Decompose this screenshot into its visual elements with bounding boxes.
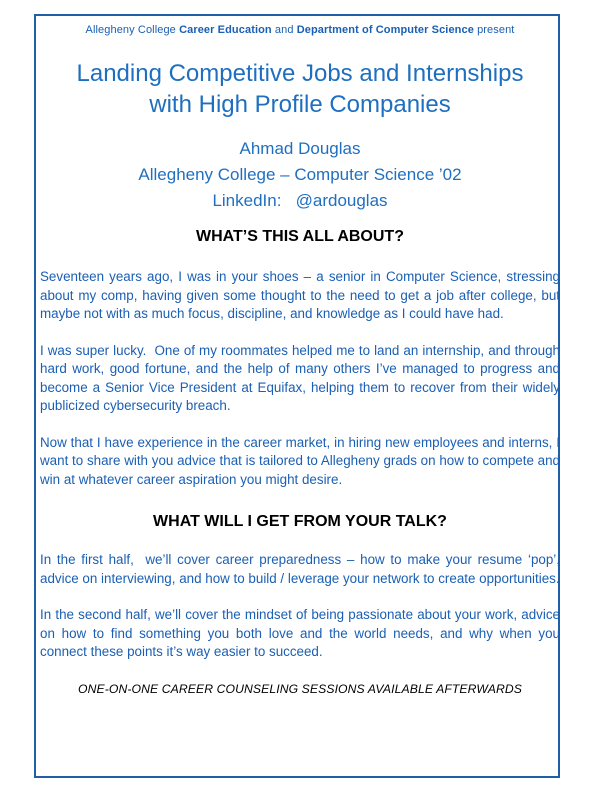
section-heading-talk: WHAT WILL I GET FROM YOUR TALK? <box>153 513 447 530</box>
paragraph-first-half: In the first half, we’ll cover career preparedness – how to make your resume ‘pop’, advice on interviewing, and how to build / leverage your network to create opportunities. <box>40 552 560 586</box>
intro-text: Allegheny College <box>85 24 180 36</box>
title-line-1: Landing Competitive Jobs and Internships <box>76 60 524 87</box>
flyer <box>40 24 560 696</box>
intro-text: and <box>271 24 297 36</box>
speaker-name: Ahmad Douglas <box>239 139 361 158</box>
speaker-linkedin: LinkedIn: @ardouglas <box>212 191 388 210</box>
footer-note: ONE-ON-ONE CAREER COUNSELING SESSIONS AVAILABLE AFTERWARDS <box>78 681 522 696</box>
paragraph-experience: Now that I have experience in the career market, in hiring new employees and interns, I want to share with you advice that is tailored to Allegheny grads on how to compete and win at whatever career aspiration you might desire. <box>40 434 560 487</box>
paragraph-lucky: I was super lucky. One of my roommates helped me to land an internship, and through hard work, good fortune, and the help of many others I’ve managed to progress and become a Senior Vice President at Equifax, helping them to recover from their widely publicized cybersecurity breach. <box>40 342 560 413</box>
section-heading-about: WHAT’S THIS ALL ABOUT? <box>196 228 404 245</box>
paragraph-second-half: In the second half, we’ll cover the mindset of being passionate about your work, advice on how to find something you both love and the world needs, and why when you connect these points it’s way easier to succeed. <box>40 607 560 659</box>
intro-career-education: Career Education <box>179 24 272 36</box>
speaker-affiliation: Allegheny College – Computer Science ’02 <box>138 165 462 184</box>
intro-text: present <box>473 24 515 36</box>
title-line-2: with High Profile Companies <box>149 91 451 118</box>
paragraph-background: Seventeen years ago, I was in your shoes – a senior in Computer Science, stressing about my comp, having given some thought to the need to get a job after college, but maybe not with as much focus, discipline, and knowledge as I could have had. <box>40 269 560 321</box>
page-title <box>40 58 560 120</box>
intro-department: Department of Computer Science <box>296 24 474 36</box>
intro-line <box>40 24 560 36</box>
speaker-block <box>40 136 560 214</box>
